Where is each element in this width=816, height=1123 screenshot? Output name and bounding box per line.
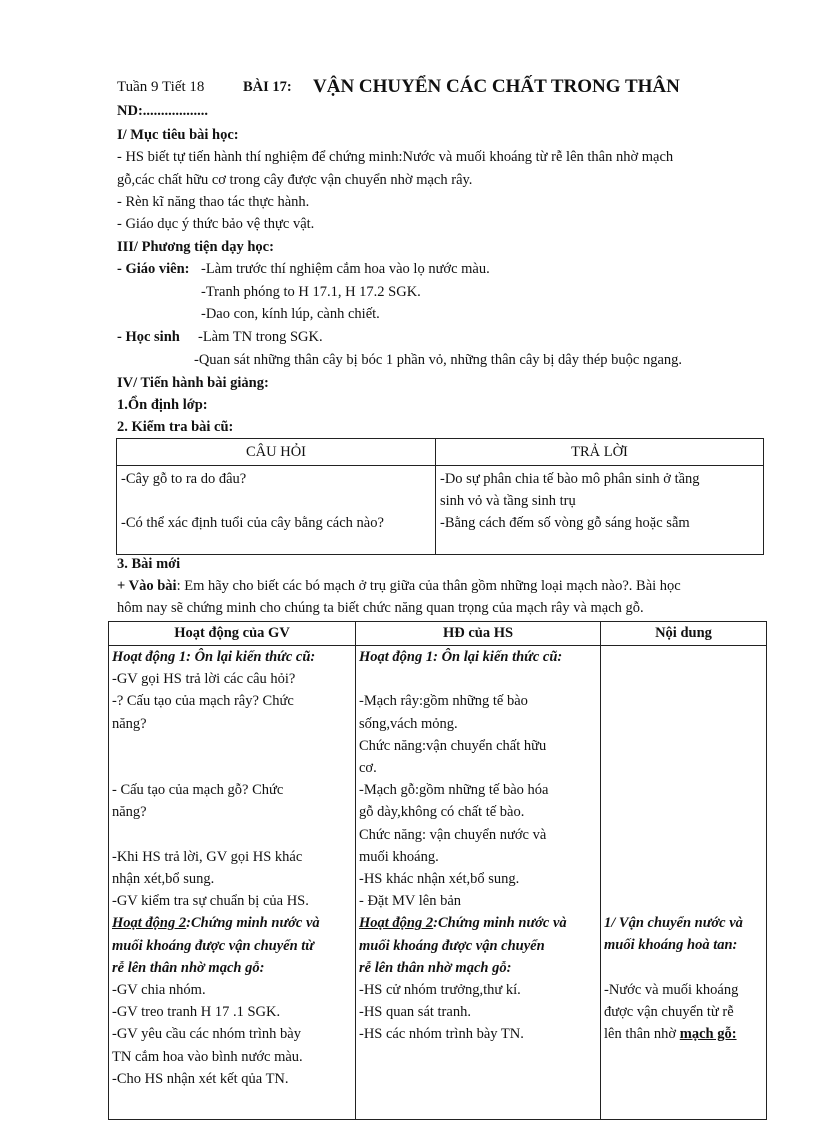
content-heading: muối khoáng hoà tan: (604, 937, 738, 954)
student-label: - Học sinh (117, 329, 180, 345)
hs-line: gỗ dày,không có chất tế bào. (359, 804, 525, 821)
week-lesson: Tuần 9 Tiết 18 (117, 79, 205, 95)
objective-line: - Rèn kĩ năng thao tác thực hành. (117, 194, 310, 210)
intro-line (117, 578, 681, 595)
hs-line: Chức năng:vận chuyển chất hữu (359, 737, 547, 754)
new-lesson-heading: 3. Bài mới (117, 556, 181, 572)
intro-label: + Vào bài (117, 578, 177, 594)
activity-title: Hoạt động 2:Chứng minh nước và (112, 915, 320, 932)
hs-line: -HS khác nhận xét,bổ sung. (359, 871, 520, 888)
intro-text: : Em hãy cho biết các bó mạch ở trụ giữa của thân gồm những loại mạch nào?. Bài học (176, 578, 681, 594)
hs-line: -HS quan sát tranh. (359, 1004, 471, 1021)
question: -Cây gỗ to ra do đâu? (121, 471, 247, 487)
activity-title: Hoạt động 1: Ôn lại kiến thức cũ: (112, 649, 316, 665)
gv-line: -GV yêu cầu các nhóm trình bày (112, 1026, 301, 1043)
content-line: được vận chuyển từ rễ (604, 1004, 734, 1021)
hs-line: cơ. (359, 760, 377, 776)
objective-line: - HS biết tự tiến hành thí nghiệm để chứng minh:Nước và muối khoáng từ rễ lên thân nhờ mạch (117, 149, 674, 165)
teacher-label: - Giáo viên: (117, 261, 190, 277)
qa-header: TRẢ LỜI (436, 439, 764, 466)
gv-line: -GV kiểm tra sự chuẩn bị của HS. (112, 893, 309, 910)
qa-answers (436, 466, 764, 555)
activity-header: HĐ của HS (356, 622, 601, 646)
procedure-heading: IV/ Tiến hành bài giảng: (117, 375, 269, 391)
hs-line: -Mạch gỗ:gồm những tế bào hóa (359, 782, 549, 799)
hs-line: -Mạch rây:gồm những tế bào (359, 693, 528, 710)
gv-line: -Cho HS nhận xét kết qủa TN. (112, 1070, 289, 1087)
teacher-item: -Làm trước thí nghiệm cắm hoa vào lọ nước màu. (201, 261, 490, 277)
hs-line: Chức năng: vận chuyển nước và (359, 826, 547, 843)
activity-title: rễ lên thân nhờ mạch gỗ: (359, 959, 512, 976)
gv-line: - Cấu tạo của mạch gỗ? Chức (112, 782, 284, 799)
nd-line: ND:.................. (117, 103, 209, 119)
question: -Có thể xác định tuổi của cây bằng cách nào? (121, 515, 384, 532)
qa-questions (117, 466, 436, 555)
qa-table (116, 438, 764, 555)
gv-line: TN cắm hoa vào bình nước màu. (112, 1048, 303, 1065)
qa-header: CÂU HỎI (117, 439, 436, 466)
hs-line: muối khoáng. (359, 848, 439, 865)
activity-title: Hoạt động 1: Ôn lại kiến thức cũ: (359, 649, 563, 665)
content-heading: 1/ Vận chuyển nước và (604, 915, 743, 932)
answer: -Do sự phân chia tế bào mô phân sinh ở tầng (440, 471, 700, 487)
activity-title: rễ lên thân nhờ mạch gỗ: (112, 959, 265, 976)
objective-line: - Giáo dục ý thức bảo vệ thực vật. (117, 216, 315, 232)
content-emphasis: mạch gỗ: (679, 1026, 737, 1043)
hs-line: -HS cử nhóm trưởng,thư kí. (359, 982, 521, 999)
activity-table (108, 621, 767, 1120)
hs-column (356, 646, 601, 1120)
content-line: lên thân nhờ mạch gỗ: (604, 1026, 737, 1043)
activity-header: Hoạt động của GV (109, 622, 356, 646)
gv-line: -GV chia nhóm. (112, 982, 206, 998)
gv-line: năng? (112, 804, 147, 821)
intro-line: hôm nay sẽ chứng minh cho chúng ta biết chức năng quan trọng của mạch rây và mạch gỗ. (117, 600, 644, 616)
hs-line: -HS các nhóm trình bày TN. (359, 1026, 524, 1043)
gv-line: nhận xét,bổ sung. (112, 870, 215, 887)
procedure-step: 1.Ổn định lớp: (117, 397, 208, 413)
answer: sinh vỏ và tầng sinh trụ (440, 493, 576, 509)
activity-header: Nội dung (601, 622, 767, 646)
hs-line: - Đặt MV lên bản (359, 893, 462, 910)
student-item: -Quan sát những thân cây bị bóc 1 phần vỏ, những thân cây bị dây thép buộc ngang. (194, 352, 683, 368)
objective-line: gỗ,các chất hữu cơ trong cây được vận chuyển nhờ mạch rây. (117, 172, 473, 188)
answer: -Bằng cách đếm số vòng gỗ sáng hoặc sẫm (440, 515, 690, 531)
gv-line: -? Cấu tạo của mạch rây? Chức (112, 693, 294, 710)
content-line: -Nước và muối khoáng (604, 981, 739, 998)
lesson-title: VẬN CHUYỂN CÁC CHẤT TRONG THÂN (313, 76, 680, 97)
gv-line: -GV treo tranh H 17 .1 SGK. (112, 1004, 281, 1021)
gv-column (109, 646, 356, 1120)
content-column (601, 646, 767, 1120)
teacher-item: -Dao con, kính lúp, cành chiết. (201, 306, 380, 322)
teacher-item: -Tranh phóng to H 17.1, H 17.2 SGK. (201, 284, 421, 300)
activity-title: muối khoáng được vận chuyển (359, 937, 545, 954)
procedure-step: 2. Kiểm tra bài cũ: (117, 419, 234, 435)
lesson-number: BÀI 17: (243, 79, 292, 95)
activity-title: muối khoáng được vận chuyển từ (112, 937, 314, 954)
activity-title: Hoạt động 2:Chứng minh nước và (359, 915, 567, 932)
resources-heading: III/ Phương tiện dạy học: (117, 239, 274, 255)
gv-line: -Khi HS trả lời, GV gọi HS khác (112, 848, 303, 865)
gv-line: -GV gọi HS trả lời các câu hỏi? (112, 671, 296, 688)
gv-line: năng? (112, 715, 147, 732)
student-item: -Làm TN trong SGK. (198, 329, 323, 345)
hs-line: sống,vách mỏng. (359, 715, 458, 732)
objectives-heading: I/ Mục tiêu bài học: (117, 127, 239, 143)
